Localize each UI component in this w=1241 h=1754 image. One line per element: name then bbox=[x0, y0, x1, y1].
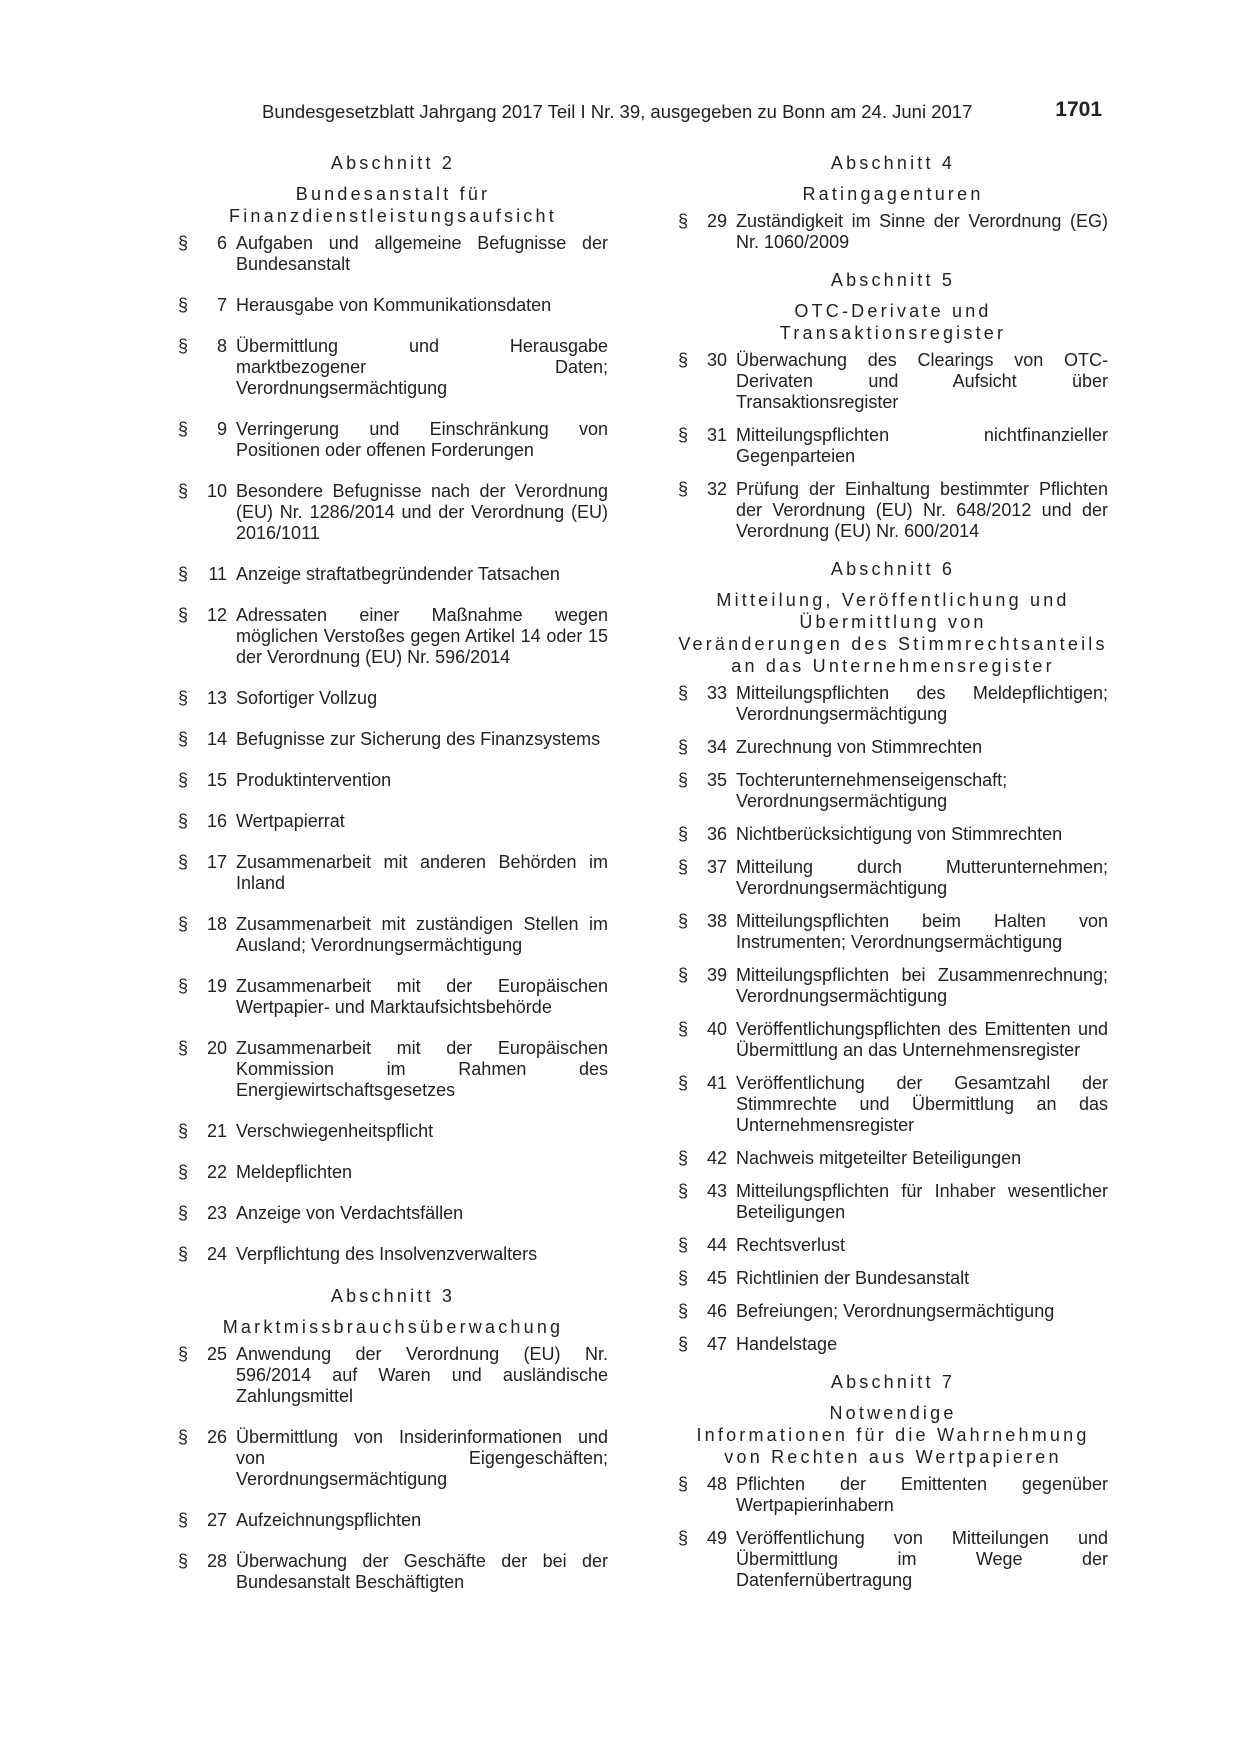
paragraph-title: Veröffentlichung der Gesamtzahl der Stimmrechte und Übermittlung an das Unternehmensregister bbox=[736, 1073, 1108, 1135]
paragraph-number: 16 bbox=[206, 811, 227, 831]
page-header bbox=[262, 100, 1102, 128]
paragraph-sign: § bbox=[678, 425, 689, 445]
paragraph-number: 14 bbox=[206, 729, 227, 749]
paragraph-number: 8 bbox=[216, 336, 227, 356]
paragraph-title: Pflichten der Emittenten gegenüber Wertpapierinhabern bbox=[736, 1474, 1108, 1515]
toc-entry bbox=[178, 729, 608, 750]
paragraph-number: 44 bbox=[706, 1235, 727, 1255]
toc-entry bbox=[678, 1301, 1108, 1322]
paragraph-number: 49 bbox=[706, 1528, 727, 1548]
paragraph-title: Mitteilungspflichten bei Zusammenrechnung; Verordnungsermächtigung bbox=[736, 965, 1108, 1006]
section-label: Abschnitt 4 bbox=[830, 153, 956, 173]
section bbox=[678, 558, 1108, 1355]
paragraph-sign: § bbox=[178, 564, 189, 584]
paragraph-title: Besondere Befugnisse nach der Verordnung (EU) Nr. 1286/2014 und der Verordnung (EU) 2016/1011 bbox=[236, 481, 608, 543]
toc-entry bbox=[178, 914, 608, 956]
paragraph-number: 11 bbox=[208, 564, 227, 584]
toc-entry bbox=[178, 1203, 608, 1224]
toc-entry bbox=[678, 1474, 1108, 1516]
section-label: Abschnitt 7 bbox=[830, 1372, 956, 1392]
paragraph-number: 12 bbox=[206, 605, 227, 625]
paragraph-number: 18 bbox=[206, 914, 227, 934]
paragraph-number: 45 bbox=[706, 1268, 727, 1288]
paragraph-sign: § bbox=[178, 811, 189, 831]
toc-entry bbox=[178, 564, 608, 585]
paragraph-title: Mitteilungspflichten für Inhaber wesentlicher Beteiligungen bbox=[736, 1181, 1108, 1222]
toc-entry bbox=[678, 1334, 1108, 1355]
section-label: Abschnitt 2 bbox=[330, 153, 456, 173]
paragraph-sign: § bbox=[178, 295, 189, 315]
paragraph-title: Verringerung und Einschränkung von Positionen oder offenen Forderungen bbox=[236, 419, 608, 460]
paragraph-sign: § bbox=[678, 965, 689, 985]
paragraph-number: 29 bbox=[706, 211, 727, 231]
toc-entry bbox=[178, 1551, 608, 1593]
paragraph-title: Produktintervention bbox=[236, 770, 392, 790]
paragraph-sign: § bbox=[178, 976, 189, 996]
paragraph-title: Verschwiegenheitspflicht bbox=[236, 1121, 434, 1141]
paragraph-title: Überwachung des Clearings von OTC-Derivaten und Aufsicht über Transaktionsregister bbox=[736, 350, 1108, 412]
paragraph-title: Sofortiger Vollzug bbox=[236, 688, 378, 708]
toc-entry bbox=[678, 857, 1108, 899]
paragraph-title: Zurechnung von Stimmrechten bbox=[736, 737, 983, 757]
paragraph-sign: § bbox=[178, 770, 189, 790]
paragraph-sign: § bbox=[678, 683, 689, 703]
paragraph-number: 33 bbox=[706, 683, 727, 703]
paragraph-sign: § bbox=[678, 479, 689, 499]
paragraph-sign: § bbox=[178, 1203, 189, 1223]
paragraph-title: Meldepflichten bbox=[236, 1162, 353, 1182]
paragraph-sign: § bbox=[678, 1019, 689, 1039]
paragraph-sign: § bbox=[178, 688, 189, 708]
paragraph-sign: § bbox=[678, 911, 689, 931]
paragraph-sign: § bbox=[678, 770, 689, 790]
paragraph-sign: § bbox=[178, 1038, 189, 1058]
paragraph-title: Mitteilungspflichten nichtfinanzieller Gegenparteien bbox=[736, 425, 1108, 466]
paragraph-number: 32 bbox=[706, 479, 727, 499]
paragraph-title: Anwendung der Verordnung (EU) Nr. 596/2014 auf Waren und ausländische Zahlungsmittel bbox=[236, 1344, 608, 1406]
paragraph-sign: § bbox=[178, 1510, 189, 1530]
paragraph-sign: § bbox=[178, 1121, 189, 1141]
paragraph-title: Zusammenarbeit mit zuständigen Stellen im Ausland; Verordnungsermächtigung bbox=[236, 914, 608, 955]
paragraph-number: 28 bbox=[206, 1551, 227, 1571]
toc-entry bbox=[678, 479, 1108, 542]
paragraph-sign: § bbox=[678, 1181, 689, 1201]
paragraph-title: Anzeige straftatbegründender Tatsachen bbox=[236, 564, 560, 584]
toc-entry bbox=[178, 770, 608, 791]
section-label: Abschnitt 5 bbox=[830, 270, 956, 290]
paragraph-number: 25 bbox=[206, 1344, 227, 1364]
paragraph-sign: § bbox=[678, 824, 689, 844]
toc-entry bbox=[678, 737, 1108, 758]
paragraph-number: 46 bbox=[706, 1301, 727, 1321]
paragraph-title: Richtlinien der Bundesanstalt bbox=[736, 1268, 970, 1288]
paragraph-number: 48 bbox=[706, 1474, 727, 1494]
toc-entry bbox=[178, 233, 608, 275]
paragraph-title: Herausgabe von Kommunikationsdaten bbox=[236, 295, 552, 315]
section-title: Notwendige Informationen für die Wahrnehmung von Rechten aus Wertpapieren bbox=[696, 1403, 1090, 1467]
toc-entry bbox=[178, 976, 608, 1018]
page-number: 1701 bbox=[1055, 98, 1102, 121]
paragraph-sign: § bbox=[178, 729, 189, 749]
section bbox=[178, 152, 608, 1265]
paragraph-number: 7 bbox=[216, 295, 227, 315]
paragraph-number: 47 bbox=[706, 1334, 727, 1354]
section-title: Bundesanstalt für Finanzdienstleistungsaufsicht bbox=[229, 184, 557, 226]
paragraph-number: 26 bbox=[206, 1427, 227, 1447]
paragraph-sign: § bbox=[678, 737, 689, 757]
paragraph-title: Anzeige von Verdachtsfällen bbox=[236, 1203, 464, 1223]
paragraph-number: 19 bbox=[206, 976, 227, 996]
paragraph-sign: § bbox=[178, 1162, 189, 1182]
toc-entry bbox=[178, 1162, 608, 1183]
section bbox=[678, 1371, 1108, 1591]
paragraph-title: Zusammenarbeit mit der Europäischen Kommission im Rahmen des Energiewirtschaftsgesetzes bbox=[236, 1038, 608, 1100]
toc-entry bbox=[178, 811, 608, 832]
paragraph-number: 31 bbox=[706, 425, 727, 445]
toc-entry bbox=[678, 1268, 1108, 1289]
toc-entry bbox=[678, 683, 1108, 725]
toc-entry bbox=[678, 1148, 1108, 1169]
paragraph-number: 41 bbox=[706, 1073, 727, 1093]
paragraph-title: Handelstage bbox=[736, 1334, 838, 1354]
paragraph-title: Veröffentlichung von Mitteilungen und Übermittlung im Wege der Datenfernübertragung bbox=[736, 1528, 1108, 1590]
paragraph-sign: § bbox=[178, 1427, 189, 1447]
paragraph-number: 37 bbox=[706, 857, 727, 877]
toc-entry bbox=[678, 770, 1108, 812]
paragraph-sign: § bbox=[678, 1148, 689, 1168]
paragraph-title: Wertpapierrat bbox=[236, 811, 345, 831]
paragraph-title: Verpflichtung des Insolvenzverwalters bbox=[236, 1244, 538, 1264]
toc-entry bbox=[678, 965, 1108, 1007]
paragraph-title: Nachweis mitgeteilter Beteiligungen bbox=[736, 1148, 1022, 1168]
paragraph-title: Übermittlung von Insiderinformationen und von Eigengeschäften; Verordnungsermächtigung bbox=[236, 1427, 608, 1489]
paragraph-number: 15 bbox=[206, 770, 227, 790]
paragraph-title: Zuständigkeit im Sinne der Verordnung (EG) Nr. 1060/2009 bbox=[736, 211, 1108, 252]
paragraph-sign: § bbox=[178, 605, 189, 625]
paragraph-number: 24 bbox=[206, 1244, 227, 1264]
toc-entry bbox=[178, 1121, 608, 1142]
paragraph-sign: § bbox=[678, 1334, 689, 1354]
paragraph-title: Mitteilungspflichten beim Halten von Instrumenten; Verordnungsermächtigung bbox=[736, 911, 1108, 952]
paragraph-number: 38 bbox=[706, 911, 727, 931]
paragraph-title: Adressaten einer Maßnahme wegen möglichen Verstoßes gegen Artikel 14 oder 15 der Verordnung (EU) Nr. 596/2014 bbox=[236, 605, 608, 667]
section bbox=[178, 1285, 608, 1593]
toc-entry bbox=[178, 1244, 608, 1265]
section-title: Marktmissbrauchsüberwachung bbox=[222, 1317, 564, 1337]
toc-entry bbox=[178, 295, 608, 316]
toc-entry bbox=[178, 1344, 608, 1407]
paragraph-title: Zusammenarbeit mit der Europäischen Wertpapier- und Marktaufsichtsbehörde bbox=[236, 976, 608, 1017]
paragraph-number: 34 bbox=[706, 737, 727, 757]
toc-entry bbox=[178, 419, 608, 461]
paragraph-number: 40 bbox=[706, 1019, 727, 1039]
paragraph-number: 9 bbox=[216, 419, 227, 439]
paragraph-number: 17 bbox=[206, 852, 227, 872]
paragraph-title: Rechtsverlust bbox=[736, 1235, 846, 1255]
paragraph-title: Befreiungen; Verordnungsermächtigung bbox=[736, 1301, 1055, 1321]
paragraph-number: 35 bbox=[706, 770, 727, 790]
paragraph-number: 21 bbox=[206, 1121, 227, 1141]
paragraph-sign: § bbox=[178, 914, 189, 934]
paragraph-sign: § bbox=[678, 857, 689, 877]
toc-entry bbox=[678, 1019, 1108, 1061]
toc-entry bbox=[678, 911, 1108, 953]
paragraph-number: 22 bbox=[206, 1162, 227, 1182]
toc-entry bbox=[178, 1038, 608, 1101]
paragraph-title: Übermittlung und Herausgabe marktbezogener Daten; Verordnungsermächtigung bbox=[236, 336, 608, 398]
paragraph-title: Mitteilung durch Mutterunternehmen; Verordnungsermächtigung bbox=[736, 857, 1108, 898]
paragraph-number: 27 bbox=[206, 1510, 227, 1530]
paragraph-title: Überwachung der Geschäfte der bei der Bundesanstalt Beschäftigten bbox=[236, 1551, 608, 1592]
paragraph-sign: § bbox=[178, 1344, 189, 1364]
paragraph-sign: § bbox=[678, 211, 689, 231]
paragraph-number: 20 bbox=[206, 1038, 227, 1058]
paragraph-sign: § bbox=[678, 1073, 689, 1093]
paragraph-title: Zusammenarbeit mit anderen Behörden im Inland bbox=[236, 852, 608, 893]
paragraph-sign: § bbox=[678, 1474, 689, 1494]
paragraph-sign: § bbox=[678, 1301, 689, 1321]
paragraph-number: 6 bbox=[216, 233, 227, 253]
paragraph-sign: § bbox=[178, 1244, 189, 1264]
section bbox=[678, 269, 1108, 542]
section-title: Mitteilung, Veröffentlichung und Übermittlung von Veränderungen des Stimmrechtsanteils an das Unternehmensregister bbox=[678, 590, 1108, 676]
section-title: OTC-Derivate und Transaktionsregister bbox=[779, 301, 1007, 343]
paragraph-number: 13 bbox=[206, 688, 227, 708]
paragraph-title: Nichtberücksichtigung von Stimmrechten bbox=[736, 824, 1063, 844]
toc-entry bbox=[678, 1528, 1108, 1591]
toc-entry bbox=[178, 1427, 608, 1490]
section bbox=[678, 152, 1108, 253]
toc-entry bbox=[678, 1235, 1108, 1256]
toc-entry bbox=[678, 1181, 1108, 1223]
right-column bbox=[678, 152, 1108, 1603]
header-title: Bundesgesetzblatt Jahrgang 2017 Teil I Nr. 39, ausgegeben zu Bonn am 24. Juni 2017 bbox=[262, 101, 973, 122]
toc-entry bbox=[178, 1510, 608, 1531]
paragraph-sign: § bbox=[678, 1268, 689, 1288]
section-label: Abschnitt 3 bbox=[330, 1286, 456, 1306]
toc-entry bbox=[178, 605, 608, 668]
toc-entry bbox=[178, 336, 608, 399]
paragraph-number: 42 bbox=[706, 1148, 727, 1168]
toc-entry bbox=[678, 211, 1108, 253]
section-title: Ratingagenturen bbox=[802, 184, 984, 204]
paragraph-title: Tochterunternehmenseigenschaft; Verordnungsermächtigung bbox=[736, 770, 1008, 811]
toc-entry bbox=[678, 824, 1108, 845]
paragraph-sign: § bbox=[678, 1235, 689, 1255]
paragraph-sign: § bbox=[178, 852, 189, 872]
paragraph-title: Mitteilungspflichten des Meldepflichtigen; Verordnungsermächtigung bbox=[736, 683, 1108, 724]
toc-entry bbox=[178, 852, 608, 894]
paragraph-sign: § bbox=[678, 1528, 689, 1548]
left-column bbox=[178, 152, 608, 1613]
toc-entry bbox=[678, 350, 1108, 413]
section-label: Abschnitt 6 bbox=[830, 559, 956, 579]
paragraph-number: 39 bbox=[706, 965, 727, 985]
paragraph-title: Aufzeichnungspflichten bbox=[236, 1510, 422, 1530]
paragraph-number: 36 bbox=[706, 824, 727, 844]
toc-entry bbox=[178, 688, 608, 709]
paragraph-sign: § bbox=[678, 350, 689, 370]
paragraph-number: 23 bbox=[206, 1203, 227, 1223]
toc-entry bbox=[678, 425, 1108, 467]
paragraph-sign: § bbox=[178, 481, 189, 501]
paragraph-title: Aufgaben und allgemeine Befugnisse der Bundesanstalt bbox=[236, 233, 608, 274]
paragraph-title: Prüfung der Einhaltung bestimmter Pflichten der Verordnung (EU) Nr. 648/2012 und der Verordnung (EU) Nr. 600/2014 bbox=[736, 479, 1108, 541]
paragraph-title: Befugnisse zur Sicherung des Finanzsystems bbox=[236, 729, 601, 749]
paragraph-number: 30 bbox=[706, 350, 727, 370]
paragraph-number: 43 bbox=[706, 1181, 727, 1201]
toc-entry bbox=[678, 1073, 1108, 1136]
paragraph-title: Veröffentlichungspflichten des Emittenten und Übermittlung an das Unternehmensregister bbox=[736, 1019, 1108, 1060]
toc-entry bbox=[178, 481, 608, 544]
paragraph-sign: § bbox=[178, 336, 189, 356]
paragraph-sign: § bbox=[178, 233, 189, 253]
paragraph-sign: § bbox=[178, 1551, 189, 1571]
paragraph-sign: § bbox=[178, 419, 189, 439]
paragraph-number: 10 bbox=[206, 481, 227, 501]
